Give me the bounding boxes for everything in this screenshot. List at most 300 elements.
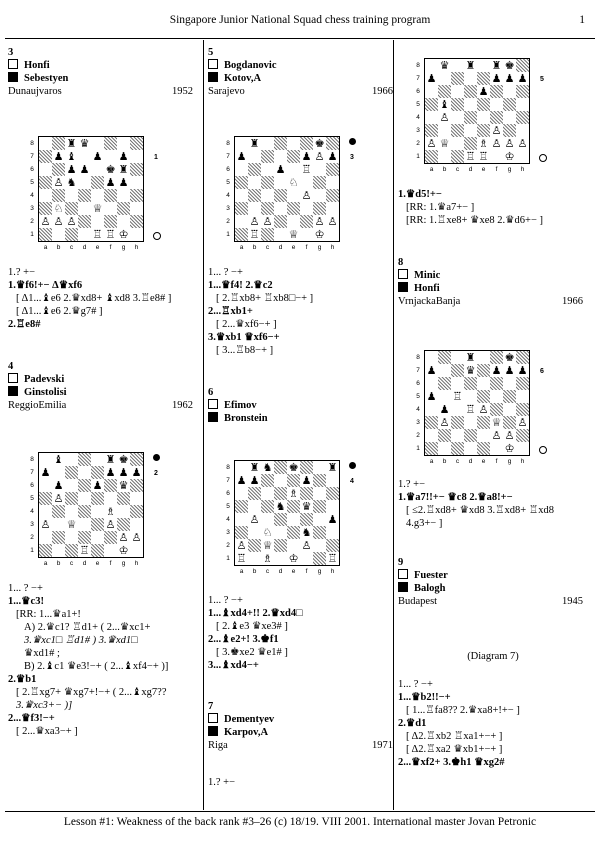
- move-line: 2...♛xf2+ 3.♚h1 ♛xg2#: [398, 757, 505, 768]
- move-line: [RR: 1.♛a7+− ]: [406, 202, 475, 213]
- square-a1: [425, 442, 438, 455]
- chess-piece-icon: ♖: [105, 228, 116, 241]
- square-e3: [91, 518, 104, 531]
- square-e7: [477, 72, 490, 85]
- square-h2: [516, 429, 529, 442]
- square-g6: [503, 377, 516, 390]
- chess-piece-icon: ♙: [491, 124, 502, 137]
- chess-piece-icon: ♙: [131, 531, 142, 544]
- square-h7: [516, 364, 529, 377]
- square-b7: [52, 466, 65, 479]
- chess-piece-icon: ♝: [439, 98, 450, 111]
- white-square-icon: [208, 713, 218, 723]
- game-7-header: [208, 700, 393, 752]
- rank-label: 7: [416, 367, 420, 374]
- square-b5: [438, 390, 451, 403]
- square-d6: [78, 479, 91, 492]
- square-d3: [274, 202, 287, 215]
- rank-label: 7: [30, 153, 34, 160]
- white-player: Padevski: [24, 374, 65, 385]
- board-grid: [234, 460, 340, 566]
- square-f3: [300, 526, 313, 539]
- square-a8: [39, 137, 52, 150]
- square-c2: [65, 531, 78, 544]
- chess-piece-icon: ♟: [517, 72, 528, 85]
- square-a3: [39, 202, 52, 215]
- square-e4: [91, 505, 104, 518]
- move-line: [ 2.♝e3 ♛xe3# ]: [216, 621, 288, 632]
- square-d4: [274, 513, 287, 526]
- square-a8: [235, 461, 248, 474]
- square-f8: [300, 137, 313, 150]
- chess-piece-icon: ♕: [66, 518, 77, 531]
- year: 1952: [172, 86, 193, 97]
- square-h1: [326, 228, 339, 241]
- move-line: B) 2.♝c1 ♛e3!−+ ( 2...♝xf4−+ )]: [24, 661, 169, 672]
- square-h2: [326, 215, 339, 228]
- file-label: b: [252, 244, 257, 251]
- game-6-header: [208, 386, 268, 425]
- square-b3: [248, 202, 261, 215]
- file-label: h: [330, 244, 335, 251]
- square-d7: [464, 72, 477, 85]
- square-d4: [274, 189, 287, 202]
- square-h4: [516, 111, 529, 124]
- game-8-moves: [398, 478, 554, 530]
- square-h6: [326, 163, 339, 176]
- square-e6: [477, 377, 490, 390]
- square-b3: [438, 416, 451, 429]
- square-a4: [425, 111, 438, 124]
- square-c8: [65, 453, 78, 466]
- square-a1: [235, 552, 248, 565]
- move-line: 1...♛f4! 2.♛c2: [208, 280, 273, 291]
- square-e4: [91, 189, 104, 202]
- square-e6: [91, 163, 104, 176]
- square-f4: [300, 513, 313, 526]
- chess-piece-icon: ♜: [327, 461, 338, 474]
- board-grid: [234, 136, 340, 242]
- chess-piece-icon: ♕: [92, 202, 103, 215]
- rank-label: 2: [226, 542, 230, 549]
- black-square-icon: [208, 72, 218, 82]
- square-c6: [261, 487, 274, 500]
- square-g8: [503, 351, 516, 364]
- file-label: c: [265, 568, 270, 575]
- file-label: f: [109, 244, 112, 251]
- square-d5: [274, 500, 287, 513]
- chess-piece-icon: ♟: [236, 150, 247, 163]
- square-a6: [425, 85, 438, 98]
- square-g7: [503, 364, 516, 377]
- black-square-icon: [208, 412, 218, 422]
- chess-piece-icon: ♗: [105, 505, 116, 518]
- square-h7: [326, 474, 339, 487]
- chess-piece-icon: ♘: [262, 526, 273, 539]
- square-f7: [490, 364, 503, 377]
- chess-piece-icon: ♚: [504, 351, 515, 364]
- chess-piece-icon: ♟: [40, 466, 51, 479]
- rank-label: 2: [416, 432, 420, 439]
- rank-label: 6: [30, 482, 34, 489]
- chess-piece-icon: ♙: [66, 215, 77, 228]
- square-g6: [313, 163, 326, 176]
- square-b7: [438, 72, 451, 85]
- square-b2: [52, 531, 65, 544]
- chess-piece-icon: ♟: [118, 176, 129, 189]
- game-4-header: [8, 360, 193, 412]
- move-line: [ 2.♖xg7+ ♛xg7+!−+ ( 2...♝xg7??: [16, 687, 167, 698]
- square-a7: [425, 72, 438, 85]
- rank-label: 1: [30, 547, 34, 554]
- board-grid: [424, 350, 530, 456]
- square-g7: [503, 72, 516, 85]
- chess-piece-icon: ♙: [301, 539, 312, 552]
- file-label: h: [134, 244, 139, 251]
- square-h3: [130, 202, 143, 215]
- chess-piece-icon: ♙: [40, 215, 51, 228]
- chess-piece-icon: ♕: [491, 416, 502, 429]
- chess-piece-icon: ♟: [275, 163, 286, 176]
- event: Sarajevo: [208, 86, 245, 97]
- square-c5: [261, 500, 274, 513]
- square-f5: [490, 98, 503, 111]
- file-label: g: [317, 244, 322, 251]
- square-d3: [78, 518, 91, 531]
- square-b4: [438, 111, 451, 124]
- rank-label: 7: [416, 75, 420, 82]
- chess-piece-icon: ♜: [491, 59, 502, 72]
- square-h1: [326, 552, 339, 565]
- square-c7: [261, 150, 274, 163]
- rank-label: 3: [416, 127, 420, 134]
- move-line: 1.♛a7!!+− ♛c8 2.♛a8!+−: [398, 492, 513, 503]
- chess-piece-icon: ♜: [465, 351, 476, 364]
- square-h4: [516, 403, 529, 416]
- chess-piece-icon: ♟: [236, 474, 247, 487]
- square-b3: [248, 526, 261, 539]
- square-b7: [248, 150, 261, 163]
- square-g2: [313, 539, 326, 552]
- square-g3: [313, 202, 326, 215]
- square-e7: [91, 150, 104, 163]
- rank-label: 6: [226, 490, 230, 497]
- square-f5: [104, 176, 117, 189]
- square-e3: [287, 202, 300, 215]
- square-e8: [91, 453, 104, 466]
- square-h2: [130, 215, 143, 228]
- square-e2: [91, 215, 104, 228]
- square-e3: [477, 124, 490, 137]
- square-c4: [261, 189, 274, 202]
- move-line: [ 3...♖b8−+ ]: [216, 345, 274, 356]
- file-label: f: [305, 244, 308, 251]
- square-c7: [65, 150, 78, 163]
- square-d5: [78, 492, 91, 505]
- rank-label: 5: [416, 393, 420, 400]
- square-f4: [490, 111, 503, 124]
- square-g1: [117, 228, 130, 241]
- square-f6: [104, 479, 117, 492]
- square-b1: [438, 442, 451, 455]
- square-a5: [425, 98, 438, 111]
- square-h1: [130, 544, 143, 557]
- chess-piece-icon: ♚: [105, 163, 116, 176]
- chess-piece-icon: ♔: [314, 228, 325, 241]
- year: 1971: [372, 740, 393, 751]
- square-f3: [104, 202, 117, 215]
- move-line: [ Δ2.♖xa2 ♛xb1+−+ ]: [406, 744, 503, 755]
- chess-piece-icon: ♟: [327, 150, 338, 163]
- square-c5: [65, 176, 78, 189]
- chess-piece-icon: ♛: [465, 364, 476, 377]
- move-line: [ 2...♛xf6−+ ]: [216, 319, 277, 330]
- file-label: e: [481, 166, 486, 173]
- square-c3: [261, 526, 274, 539]
- square-b2: [248, 215, 261, 228]
- game-5-header: [208, 46, 393, 98]
- square-g7: [117, 150, 130, 163]
- square-f2: [490, 137, 503, 150]
- white-square-icon: [208, 59, 218, 69]
- chess-piece-icon: ♟: [504, 72, 515, 85]
- game-8-header: [398, 256, 583, 308]
- square-h7: [130, 150, 143, 163]
- chess-piece-icon: ♖: [327, 552, 338, 565]
- square-h8: [130, 137, 143, 150]
- square-c7: [261, 474, 274, 487]
- file-label: a: [43, 560, 48, 567]
- rank-label: 2: [416, 140, 420, 147]
- move-line: 1...♝xd4+!! 2.♛xd4□: [208, 608, 303, 619]
- move-line: 1.? +−: [8, 267, 36, 278]
- chess-piece-icon: ♞: [262, 461, 273, 474]
- event: ReggioEmilia: [8, 400, 67, 411]
- square-c5: [65, 492, 78, 505]
- square-d1: [464, 150, 477, 163]
- square-d3: [464, 416, 477, 429]
- square-e1: [287, 228, 300, 241]
- game-9-header: [398, 556, 583, 608]
- rank-label: 2: [226, 218, 230, 225]
- file-label: e: [481, 458, 486, 465]
- square-c4: [65, 189, 78, 202]
- square-g6: [503, 85, 516, 98]
- square-e3: [477, 416, 490, 429]
- chess-piece-icon: ♙: [491, 137, 502, 150]
- move-line: 1.♛f6!+− Δ♛xf6: [8, 280, 83, 291]
- game-number: 7: [208, 701, 214, 712]
- chess-piece-icon: ♝: [66, 150, 77, 163]
- board-grid: [38, 136, 144, 242]
- rank-label: 7: [226, 477, 230, 484]
- square-b1: [248, 552, 261, 565]
- file-label: d: [82, 560, 87, 567]
- square-d2: [274, 539, 287, 552]
- square-d5: [78, 176, 91, 189]
- board-grid: [424, 58, 530, 164]
- chess-piece-icon: ♟: [478, 85, 489, 98]
- diagram-number: 5: [540, 76, 544, 83]
- event: Riga: [208, 740, 228, 751]
- diagram-number: 3: [350, 154, 354, 161]
- square-f6: [300, 163, 313, 176]
- square-e5: [91, 176, 104, 189]
- white-player: Honfi: [24, 60, 50, 71]
- square-d7: [78, 150, 91, 163]
- game-number: 6: [208, 387, 214, 398]
- square-f7: [490, 72, 503, 85]
- square-a6: [235, 487, 248, 500]
- square-a8: [235, 137, 248, 150]
- square-f6: [104, 163, 117, 176]
- move-line: 2...♛f3!−+: [8, 713, 55, 724]
- square-g2: [313, 215, 326, 228]
- square-e8: [477, 59, 490, 72]
- square-d2: [78, 531, 91, 544]
- chess-piece-icon: ♚: [314, 137, 325, 150]
- square-b5: [52, 492, 65, 505]
- square-f4: [104, 189, 117, 202]
- square-b8: [52, 137, 65, 150]
- chess-piece-icon: ♟: [491, 72, 502, 85]
- square-e1: [287, 552, 300, 565]
- square-c8: [65, 137, 78, 150]
- chess-piece-icon: ♟: [105, 176, 116, 189]
- square-d4: [78, 189, 91, 202]
- move-line: [ Δ2.♖xb2 ♖xa1+−+ ]: [406, 731, 503, 742]
- square-g3: [503, 124, 516, 137]
- square-g2: [503, 429, 516, 442]
- square-a8: [425, 59, 438, 72]
- game-7-moves: [208, 776, 235, 789]
- move-line: 2...♖xb1+: [208, 306, 253, 317]
- square-f5: [104, 492, 117, 505]
- square-e1: [91, 228, 104, 241]
- rank-label: 2: [30, 218, 34, 225]
- square-b6: [52, 163, 65, 176]
- chess-piece-icon: ♟: [92, 479, 103, 492]
- square-c2: [451, 429, 464, 442]
- chess-piece-icon: ♟: [249, 474, 260, 487]
- move-line: 2...♝e2+! 3.♚f1: [208, 634, 279, 645]
- square-h5: [516, 390, 529, 403]
- square-e5: [91, 492, 104, 505]
- square-g3: [117, 202, 130, 215]
- square-f6: [300, 487, 313, 500]
- square-a5: [425, 390, 438, 403]
- chess-piece-icon: ♟: [118, 150, 129, 163]
- square-c4: [451, 111, 464, 124]
- page-number: 1: [579, 14, 585, 26]
- square-b1: [438, 150, 451, 163]
- file-label: c: [455, 458, 460, 465]
- square-d2: [274, 215, 287, 228]
- square-a5: [235, 176, 248, 189]
- rank-label: 4: [226, 192, 230, 199]
- square-a4: [235, 513, 248, 526]
- black-player: Karpov,A: [224, 727, 269, 738]
- chess-piece-icon: ♛: [301, 500, 312, 513]
- square-f3: [104, 518, 117, 531]
- rank-label: 5: [416, 101, 420, 108]
- square-c1: [65, 544, 78, 557]
- rank-label: 4: [416, 406, 420, 413]
- rank-label: 5: [226, 179, 230, 186]
- file-label: f: [495, 166, 498, 173]
- diagram-number: 6: [540, 368, 544, 375]
- square-b3: [438, 124, 451, 137]
- square-g4: [117, 189, 130, 202]
- white-player: Bogdanovic: [224, 60, 277, 71]
- file-label: a: [429, 458, 434, 465]
- game-3-header: [8, 46, 193, 98]
- square-g8: [117, 453, 130, 466]
- file-label: b: [442, 458, 447, 465]
- square-b2: [248, 539, 261, 552]
- move-line: [ 2.♖xb8+ ♖xb8□−+ ]: [216, 293, 314, 304]
- square-b8: [52, 453, 65, 466]
- chess-piece-icon: ♙: [118, 531, 129, 544]
- black-to-move-indicator: [349, 462, 356, 469]
- square-h1: [516, 150, 529, 163]
- square-b4: [438, 403, 451, 416]
- rank-label: 1: [226, 231, 230, 238]
- square-f1: [490, 150, 503, 163]
- square-d7: [464, 364, 477, 377]
- file-label: d: [468, 166, 473, 173]
- file-label: a: [239, 244, 244, 251]
- diagram-number: 4: [350, 478, 354, 485]
- file-label: g: [507, 458, 512, 465]
- move-line: ♛xd1# ;: [24, 648, 60, 659]
- rank-label: 8: [226, 140, 230, 147]
- white-to-move-indicator: [153, 232, 161, 240]
- chess-piece-icon: ♟: [92, 150, 103, 163]
- white-player: Minic: [414, 270, 441, 281]
- square-h6: [516, 377, 529, 390]
- square-b1: [52, 228, 65, 241]
- square-h8: [516, 351, 529, 364]
- event: VrnjackaBanja: [398, 296, 461, 307]
- square-d2: [464, 137, 477, 150]
- square-d1: [78, 228, 91, 241]
- white-square-icon: [8, 59, 18, 69]
- square-a4: [39, 505, 52, 518]
- square-h2: [326, 539, 339, 552]
- move-line: [RR: 1...♛a1+!: [16, 609, 81, 620]
- square-h5: [130, 176, 143, 189]
- rank-label: 4: [30, 192, 34, 199]
- square-a3: [235, 202, 248, 215]
- square-b3: [52, 202, 65, 215]
- square-b4: [248, 189, 261, 202]
- square-f1: [104, 544, 117, 557]
- chess-piece-icon: ♛: [118, 479, 129, 492]
- move-line: 3...♝xd4−+: [208, 660, 259, 671]
- square-f8: [300, 461, 313, 474]
- square-g3: [117, 518, 130, 531]
- square-a2: [235, 539, 248, 552]
- year: 1962: [172, 400, 193, 411]
- file-label: g: [121, 244, 126, 251]
- rank-label: 1: [416, 153, 420, 160]
- chess-piece-icon: ♙: [517, 137, 528, 150]
- square-d3: [78, 202, 91, 215]
- chess-piece-icon: ♙: [236, 539, 247, 552]
- rank-label: 7: [226, 153, 230, 160]
- square-f7: [104, 150, 117, 163]
